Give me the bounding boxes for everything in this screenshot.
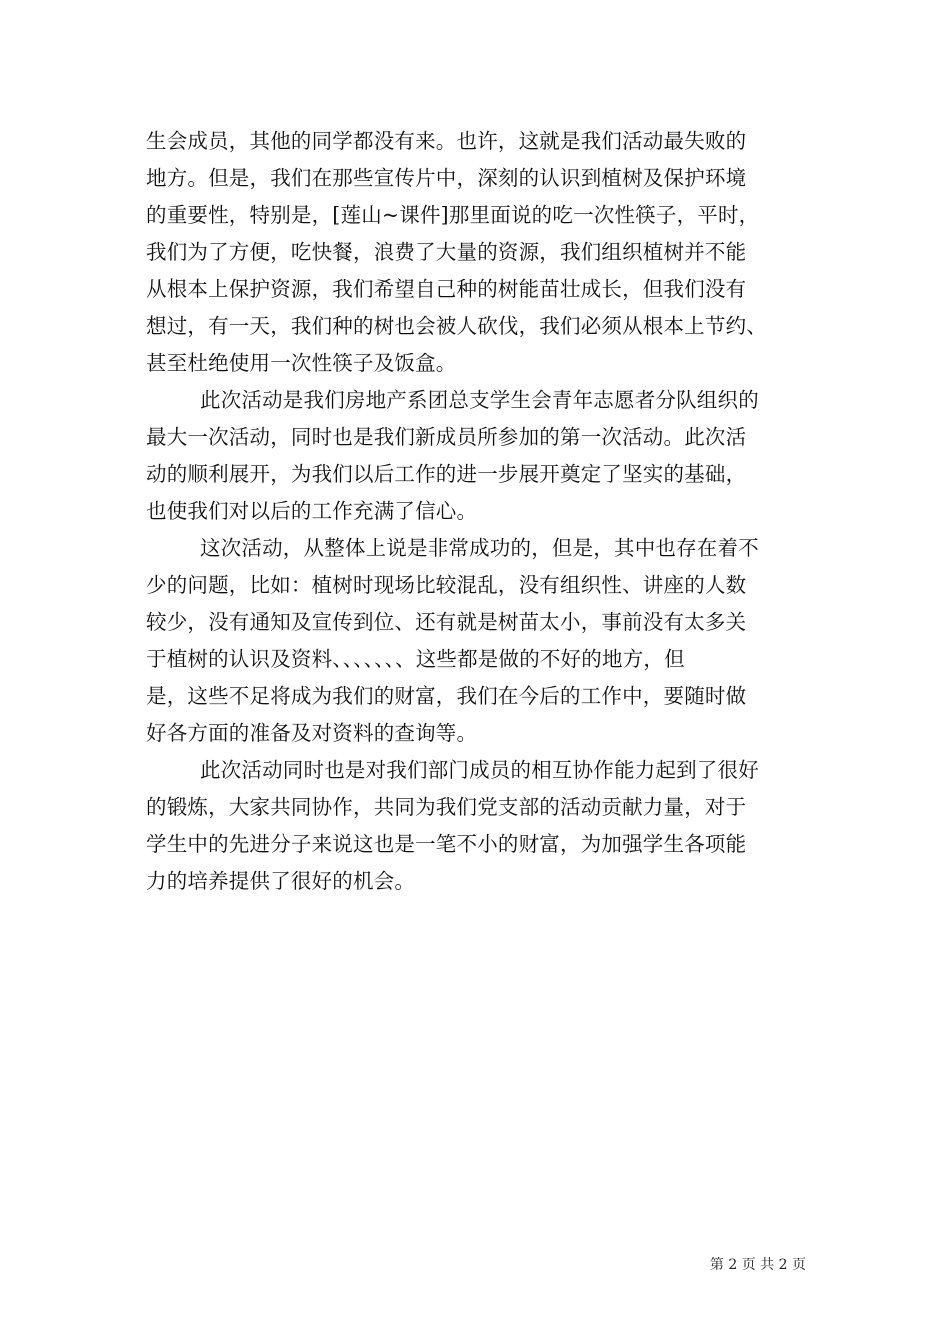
text-line-10: 动的顺利展开，为我们以后工作的进一步展开奠定了坚实的基础， (146, 462, 747, 486)
text-line-16: 是，这些不足将成为我们的财富，我们在今后的工作中，要随时做 (146, 684, 747, 708)
text-line-2: 地方。但是，我们在那些宣传片中，深刻的认识到植树及保护环境 (146, 166, 747, 190)
page-number: 第 2 页 共 2 页 (709, 1257, 806, 1273)
text-line-21: 力的培养提供了很好的机会。 (146, 869, 416, 893)
text-line-13: 少的问题，比如：植树时现场比较混乱，没有组织性、讲座的人数 (146, 573, 747, 597)
text-line-7: 甚至杜绝使用一次性筷子及饭盒。 (146, 351, 457, 375)
text-line-18: 此次活动同时也是对我们部门成员的相互协作能力起到了很好 (200, 758, 759, 782)
text-line-11: 也使我们对以后的工作充满了信心。 (146, 499, 478, 523)
text-line-15: 于植树的认识及资料、、、、、、、这些都是做的不好的地方，但 (146, 647, 685, 671)
text-line-20: 学生中的先进分子来说这也是一笔不小的财富，为加强学生各项能 (146, 832, 747, 856)
text-line-1: 生会成员，其他的同学都没有来。也许，这就是我们活动最失败的 (146, 129, 747, 153)
text-line-19: 的锻炼，大家共同协作，共同为我们党支部的活动贡献力量，对于 (146, 795, 747, 819)
text-line-8: 此次活动是我们房地产系团总支学生会青年志愿者分队组织的 (200, 388, 759, 412)
text-line-4: 我们为了方便，吃快餐，浪费了大量的资源，我们组织植树并不能 (146, 240, 747, 264)
text-line-5: 从根本上保护资源，我们希望自己种的树能苗壮成长，但我们没有 (146, 277, 747, 301)
text-line-17: 好各方面的准备及对资料的查询等。 (146, 721, 478, 745)
text-line-6: 想过，有一天，我们种的树也会被人砍伐，我们必须从根本上节约、 (146, 314, 767, 338)
text-line-9: 最大一次活动，同时也是我们新成员所参加的第一次活动。此次活 (146, 425, 747, 449)
text-line-3: 的重要性，特别是，[莲山~课件]那里面说的吃一次性筷子，平时， (146, 203, 760, 227)
text-line-14: 较少，没有通知及宣传到位、还有就是树苗太小，事前没有太多关 (146, 610, 747, 634)
text-line-12: 这次活动，从整体上说是非常成功的，但是，其中也存在着不 (200, 536, 759, 560)
